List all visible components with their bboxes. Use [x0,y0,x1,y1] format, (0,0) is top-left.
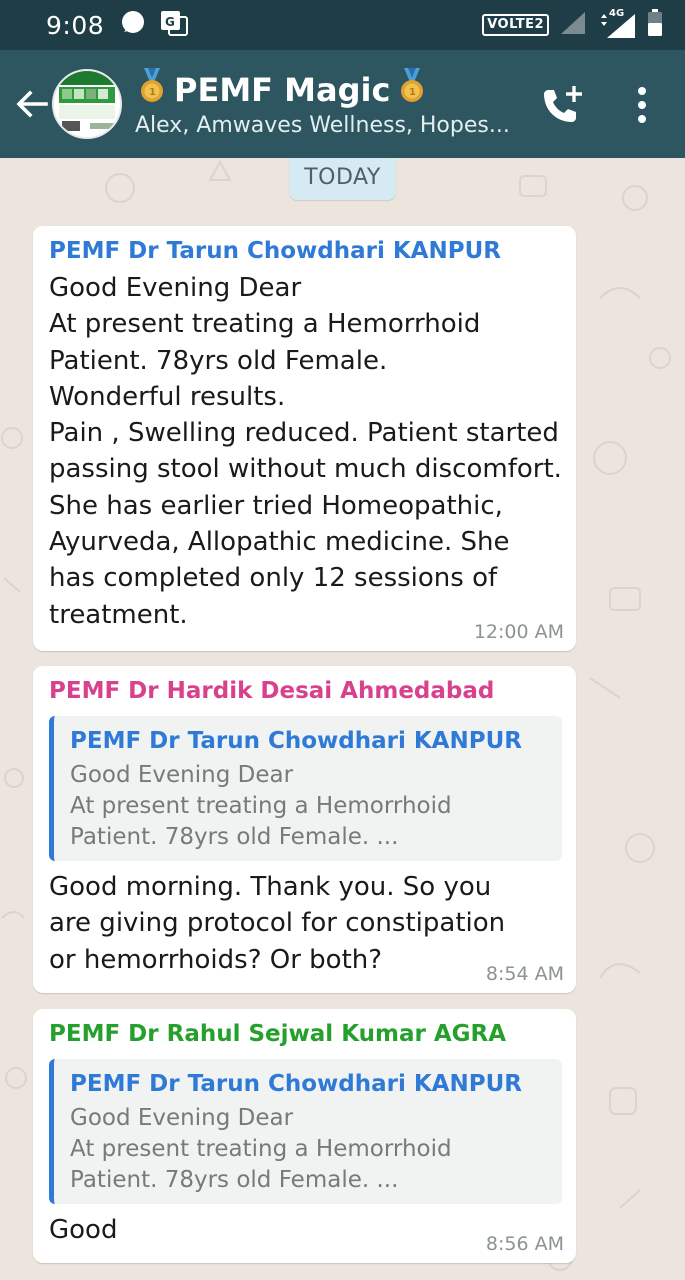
mobile-data-label: 4G [609,8,625,19]
status-time: 9:08 [46,10,105,40]
quoted-message[interactable] [49,1059,562,1204]
chat-header [0,50,685,158]
message-sender[interactable]: PEMF Dr Tarun Chowdhari KANPUR [49,238,501,264]
group-participants[interactable]: Alex, Amwaves Wellness, Hopes... [135,113,510,138]
message-bubble[interactable] [33,666,576,993]
quoted-message[interactable] [49,716,562,861]
back-arrow-icon[interactable] [12,84,52,124]
translate-notification-icon [160,10,188,40]
add-call-icon[interactable] [540,84,586,126]
chat-bubble-notification-icon [120,10,146,40]
message-time: 12:00 AM [473,621,564,643]
message-text: Good Evening Dear At present treating a Hemorrhoid Patient. 78yrs old Female. Wonderful results. Pain , Swelling reduced. Patient started passing stool without much discomfort. She has earlier tried Homeopathic, Ayurveda, Allopathic medicine. She has completed only 12 sessions of treatment. [49,273,562,630]
message-sender[interactable]: PEMF Dr Hardik Desai Ahmedabad [49,678,495,704]
quoted-sender: PEMF Dr Tarun Chowdhari KANPUR [70,728,522,754]
chat-area[interactable] [0,158,685,1280]
signal-icon [559,10,587,40]
volte-badge: VOLTE2 [482,14,549,36]
medal-icon [398,68,426,112]
message-bubble[interactable] [33,226,576,651]
message-time: 8:54 AM [485,963,564,985]
svg-text:G: G [165,15,175,29]
group-avatar[interactable] [52,69,122,139]
message-sender[interactable]: PEMF Dr Rahul Sejwal Kumar AGRA [49,1021,507,1047]
message-text: Good [49,1215,118,1245]
message-time: 8:56 AM [485,1233,564,1255]
svg-text:1: 1 [149,87,156,98]
quoted-sender: PEMF Dr Tarun Chowdhari KANPUR [70,1071,522,1097]
date-chip: TODAY [289,158,396,200]
medal-icon [138,68,166,112]
battery-icon [647,9,663,41]
status-bar [0,0,685,50]
group-name: PEMF Magic [174,71,391,109]
quoted-text: Good Evening Dear At present treating a Hemorrhoid Patient. 78yrs old Female. ... [70,1105,452,1193]
message-bubble[interactable] [33,1009,576,1263]
quoted-text: Good Evening Dear At present treating a Hemorrhoid Patient. 78yrs old Female. ... [70,762,452,850]
svg-text:1: 1 [409,87,417,98]
group-title[interactable] [138,68,426,112]
message-text: Good morning. Thank you. So you are giving protocol for constipation or hemorrhoids? Or both? [49,872,506,975]
more-options-icon[interactable] [630,84,654,126]
mobile-data-signal-icon [597,10,637,40]
